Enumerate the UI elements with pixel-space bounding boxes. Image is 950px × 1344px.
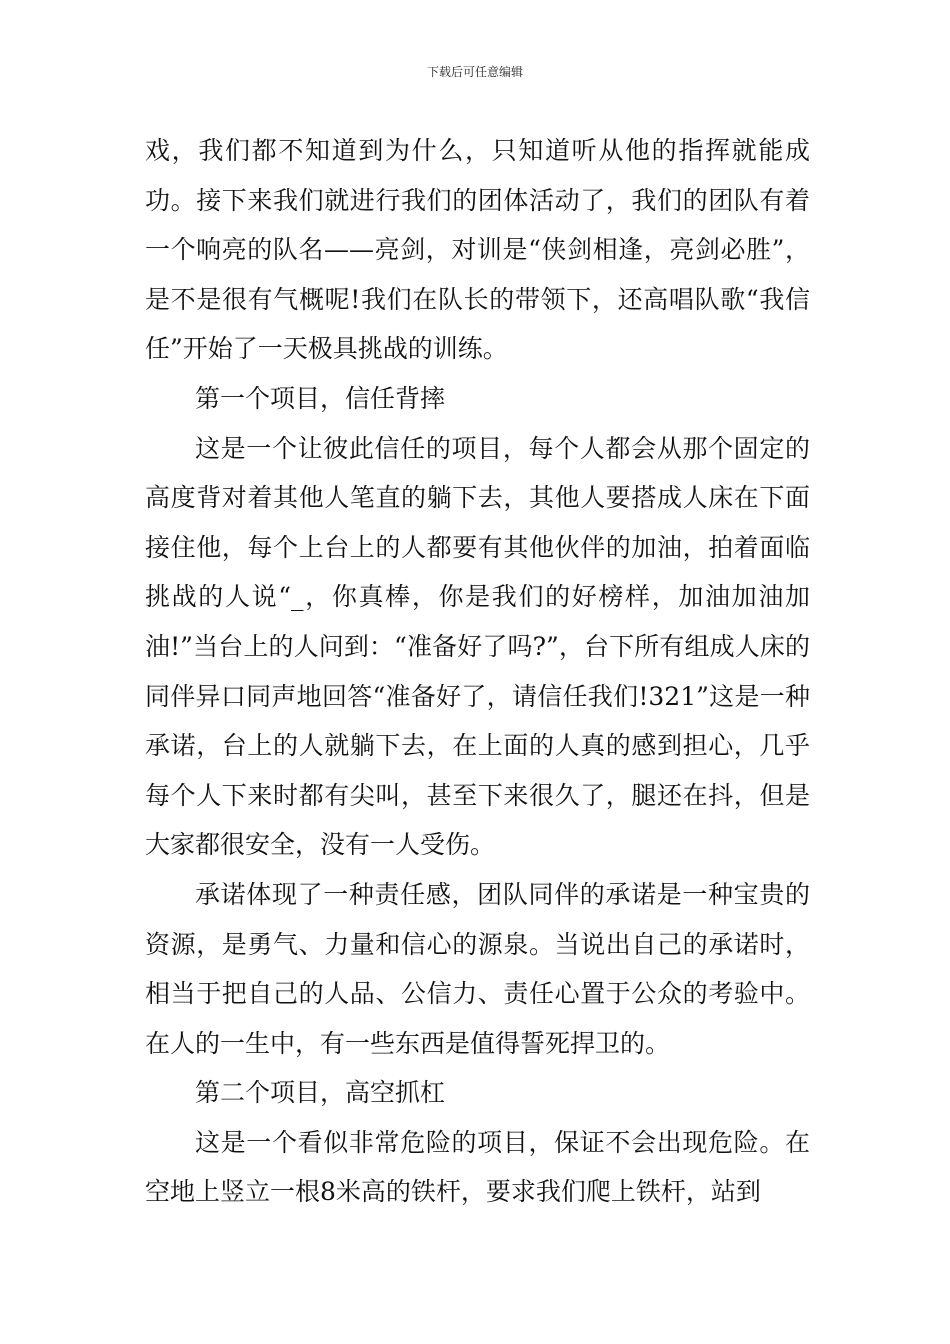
paragraph-2: 这是一个让彼此信任的项目，每个人都会从那个固定的高度背对着其他人笔直的躺下去，其他人要搭成人床在下面接住他，每个上台上的人都要有其他伙伴的加油，拍着面临挑战的人说“_，你真棒，你是我们的好榜样，加油加油加油!”当台上的人问到：“准备好了吗?”，台下所有组成人床的同伴异口同声地回答“准备好了，请信任我们!321”这是一种承诺，台上的人就躺下去，在上面的人真的感到担心，几乎每个人下来时都有尖叫，甚至下来很久了，腿还在抖，但是大家都很安全，没有一人受伤。	[145, 433, 810, 860]
paragraph-1: 戏，我们都不知道到为什么，只知道听从他的指挥就能成功。接下来我们就进行我们的团体活动了，我们的团队有着一个响亮的队名——亮剑，对训是“侠剑相逢，亮剑必胜”，是不是很有气概呢!我们在队长的带领下，还高唱队歌“我信任”开始了一天极具挑战的训练。	[145, 136, 810, 364]
section-heading-1: 第一个项目，信任背摔	[195, 383, 446, 413]
paragraph-3: 承诺体现了一种责任感，团队同伴的承诺是一种宝贵的资源，是勇气、力量和信心的源泉。当说出自己的承诺时，相当于把自己的人品、公信力、责任心置于公众的考验中。在人的一生中，有一些东西是值得誓死捍卫的。	[145, 879, 810, 1058]
section-heading-2: 第二个项目，高空抓杠	[195, 1078, 446, 1108]
body-text	[145, 126, 810, 1217]
header-note: 下载后可任意编辑	[426, 65, 523, 79]
paragraph-4: 这是一个看似非常危险的项目，保证不会出现危险。在空地上竖立一根8米高的铁杆，要求我们爬上铁杆，站到	[145, 1127, 810, 1207]
